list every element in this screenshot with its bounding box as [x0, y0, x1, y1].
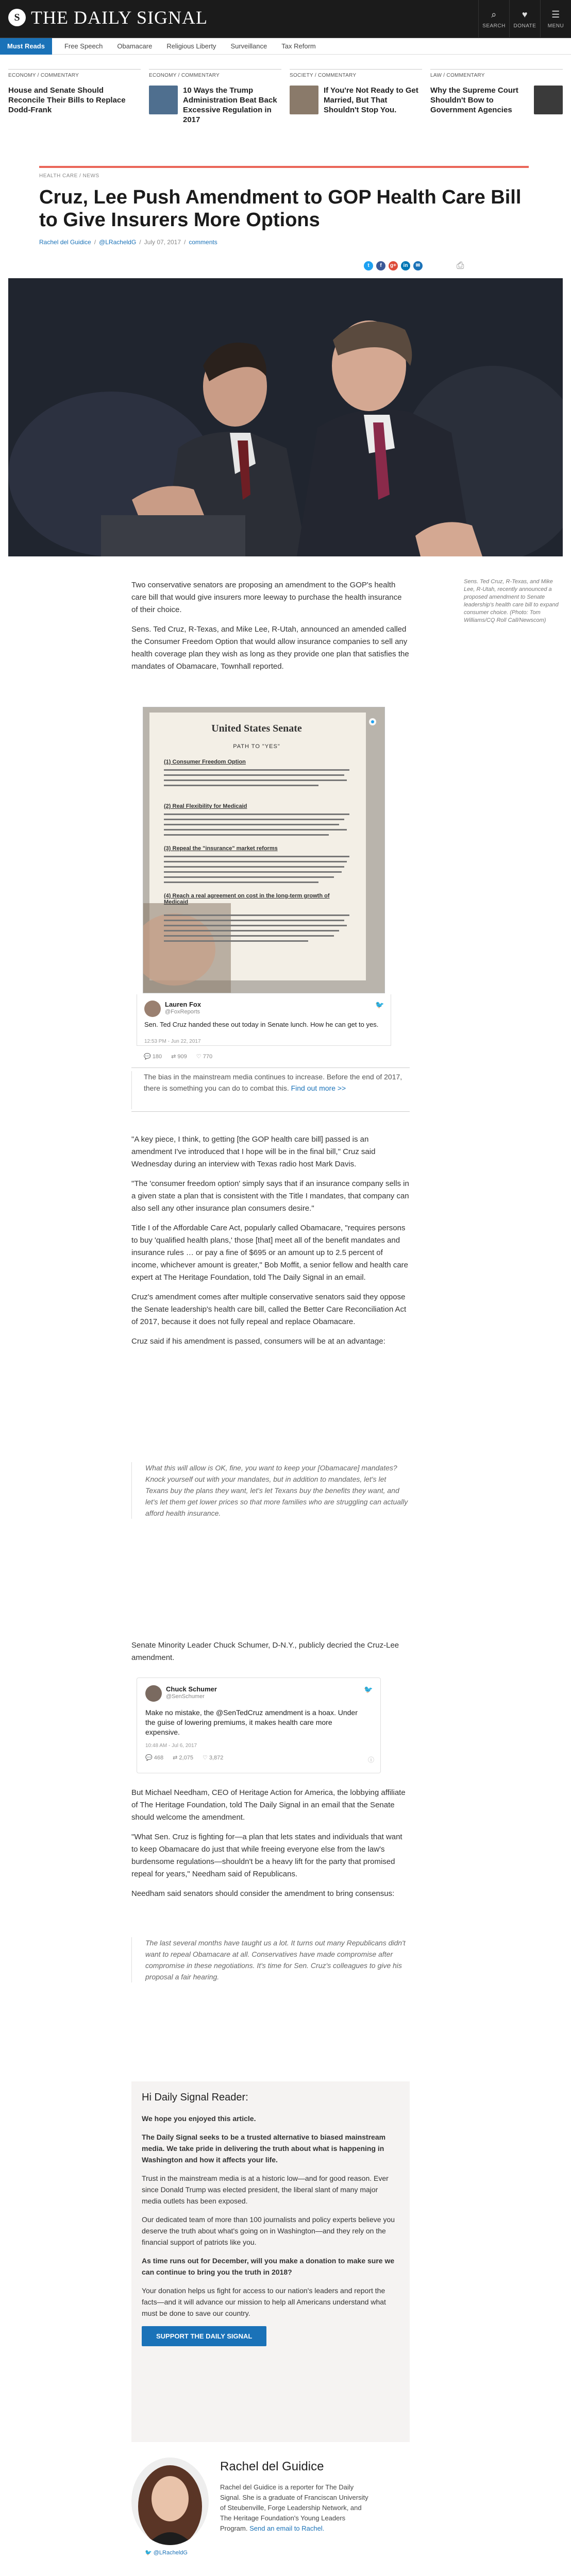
tweet-embedded-photo[interactable]: [143, 707, 385, 993]
search-label: SEARCH: [482, 23, 506, 29]
promo-thumbnail[interactable]: [149, 86, 178, 114]
tweet-text: Make no mistake, the @SenTedCruz amendment is a hoax. Under the guise of lowering premiums, it makes health care more expensive.: [145, 1708, 358, 1736]
article-kicker[interactable]: HEALTH CARE / NEWS: [39, 173, 99, 179]
promo-card[interactable]: [8, 69, 141, 136]
tweet-author-name[interactable]: Lauren Fox: [165, 1001, 201, 1008]
author-name[interactable]: Rachel del Guidice: [220, 2460, 324, 2473]
promo-category: ECONOMY / COMMENTARY: [149, 73, 220, 78]
linkedin-share-icon[interactable]: in: [401, 261, 410, 270]
reply-count: 180: [152, 1054, 162, 1060]
blockquote-needham: [131, 1937, 410, 1982]
paragraph: Sens. Ted Cruz, R-Texas, and Mike Lee, R-Utah, announced an amended called the Consumer Freedom Option that would allow insurance companies to sell any health coverage plan they wish as long as they provide one plan that satisfies the mandates of Obamacare, Townhall reported.: [131, 625, 409, 671]
twitter-bird-icon: 🐦: [145, 2550, 152, 2556]
callout-link[interactable]: Find out more >>: [291, 1084, 346, 1092]
author-bio-body: Rachel del Guidice is a reporter for The Daily Signal. She is a graduate of Franciscan University of Steubenville, Forge Leadership Network, and The Heritage Foundation's Young Leaders Program.: [220, 2483, 368, 2532]
article-body-intro: [131, 579, 410, 680]
logo-badge: S: [8, 9, 26, 26]
promo-title[interactable]: If You're Not Ready to Get Married, But That Shouldn't Stop You.: [324, 86, 418, 114]
paragraph: "The 'consumer freedom option' simply says that if an insurance company sells in a given state a plan that is consistent with the Title I mandates, that company can also sell any other insurance plan consumers desire.": [131, 1179, 409, 1213]
hero-photo-illustration: [8, 278, 563, 556]
search-icon: ⌕: [491, 9, 497, 20]
nav-obamacare[interactable]: Obamacare: [117, 42, 153, 50]
promo-category: SOCIETY / COMMENTARY: [290, 73, 357, 78]
facebook-share-icon[interactable]: f: [376, 261, 385, 270]
promo-callout: [131, 1067, 410, 1112]
hamburger-icon: ☰: [551, 9, 560, 20]
header-rule: [39, 166, 529, 168]
byline: [39, 239, 534, 246]
email-share-icon[interactable]: ✉: [413, 261, 423, 270]
promo-title[interactable]: Why the Supreme Court Shouldn't Bow to Government Agencies: [430, 86, 518, 114]
like-action[interactable]: [196, 1053, 212, 1060]
retweet-count: 2,075: [179, 1755, 193, 1761]
tweet-author-handle[interactable]: @FoxReports: [165, 1009, 200, 1015]
hero-caption: Sens. Ted Cruz, R-Texas, and Mike Lee, R-Utah, recently announced a proposed amendment to Senate leadership's health care bill to expand consumer choice. (Photo: Tom Williams/CQ Roll Call/Newscom): [464, 579, 559, 623]
callout-text: The bias in the mainstream media continues to increase. Before the end of 2017, there is something you can do to combat this.: [144, 1073, 402, 1092]
senate-doc-subheader: PATH TO "YES": [233, 743, 280, 750]
avatar[interactable]: [145, 1685, 162, 1702]
tweet-time[interactable]: 12:53 PM - Jun 22, 2017: [144, 1039, 201, 1044]
promo-thumbnail[interactable]: [290, 86, 318, 114]
article-body-needham: [131, 1787, 410, 1907]
donate-button[interactable]: [509, 0, 540, 38]
retweet-action[interactable]: [171, 1053, 187, 1060]
like-count: 770: [203, 1054, 213, 1060]
heart-icon: ♡: [202, 1755, 208, 1761]
article-title: Cruz, Lee Push Amendment to GOP Health Care Bill to Give Insurers More Options: [39, 187, 522, 231]
nav-religious-liberty[interactable]: Religious Liberty: [166, 42, 216, 50]
author-handle-link[interactable]: @LRacheldG: [99, 239, 137, 246]
author-photo[interactable]: [131, 2458, 209, 2545]
appeal-paragraph: The Daily Signal seeks to be a trusted alternative to biased mainstream media. We take pride in delivering the truth about what is happening in Washington and how it affects your life.: [142, 2133, 386, 2164]
twitter-share-icon[interactable]: t: [364, 261, 373, 270]
nav-surveillance[interactable]: Surveillance: [230, 42, 267, 50]
paragraph: Cruz's amendment comes after multiple conservative senators said they oppose the Senate leadership's health care bill, called the Better Care Reconciliation Act of 2017, because it does not fully repeal and replace Obamacare.: [131, 1293, 407, 1326]
reply-action[interactable]: [145, 1754, 163, 1761]
tweet-card[interactable]: [137, 1677, 381, 1773]
brand-name: THE DAILY SIGNAL: [31, 7, 208, 28]
nav-must-reads[interactable]: Must Reads: [0, 38, 52, 55]
promo-title[interactable]: 10 Ways the Trump Administration Beat Back Excessive Regulation in 2017: [183, 86, 277, 124]
appeal-paragraph: As time runs out for December, will you make a donation to make sure we can continue to bring you the truth in 2018?: [142, 2257, 395, 2276]
promo-card[interactable]: [430, 69, 563, 136]
support-button[interactable]: SUPPORT THE DAILY SIGNAL: [142, 2326, 266, 2346]
quote-text: What this will allow is OK, fine, you want to keep your [Obamacare] mandates? Knock yourself out with your mandates, but in addition to mandates, let's let Texans buy the plans they want, let's let Texans buy the benefits they want, and let's let them get lower prices so that more families who are struggling can actually afford health insurance.: [131, 1462, 410, 1519]
nav-free-speech[interactable]: Free Speech: [64, 42, 103, 50]
author-bio: [131, 2458, 410, 2561]
senate-doc-item: (2) Real Flexibility for Medicaid: [164, 803, 247, 809]
twitter-bird-icon[interactable]: 🐦: [375, 1001, 384, 1009]
tweet-time[interactable]: 10:48 AM - Jul 6, 2017: [145, 1743, 197, 1749]
heart-icon: ♡: [196, 1054, 201, 1060]
appeal-paragraph: We hope you enjoyed this article.: [142, 2114, 256, 2123]
author-email-link[interactable]: Send an email to Rachel.: [249, 2524, 325, 2532]
like-count: 3,872: [209, 1755, 224, 1761]
twitter-bird-icon[interactable]: 🐦: [364, 1685, 373, 1693]
print-icon[interactable]: ⎙: [457, 260, 464, 270]
tweet-actions: [145, 1754, 223, 1761]
author-handle-text: @LRacheldG: [153, 2550, 188, 2556]
promo-card[interactable]: [149, 69, 281, 136]
promo-card[interactable]: [290, 69, 422, 136]
appeal-paragraph: Your donation helps us fight for access to our nation's leaders and report the facts—and it will advance our mission to help all Americans understand what must be done to save our country.: [142, 2286, 386, 2317]
paragraph: Title I of the Affordable Care Act, popularly called Obamacare, "requires persons to buy 'qualified health plans,' those [that] meet all of the benefit mandates and insurance rules … or pay a fine of $695 or an amount up to 2.5 percent of income, whichever amount is greater," Bob Moffit, a senior fellow and health care expert at The Heritage Foundation, told The Daily Signal in an email.: [131, 1224, 408, 1282]
tweet-text: Sen. Ted Cruz handed these out today in Senate lunch. How he can get to yes.: [144, 1021, 379, 1028]
tweet-card[interactable]: [137, 994, 391, 1046]
menu-button[interactable]: [540, 0, 571, 38]
reply-count: 468: [154, 1755, 164, 1761]
retweet-icon: ⇄: [171, 1054, 176, 1060]
reply-icon: 💬: [144, 1054, 151, 1060]
reply-icon: 💬: [145, 1755, 153, 1761]
senate-doc-item: (1) Consumer Freedom Option: [164, 759, 246, 765]
paragraph: But Michael Needham, CEO of Heritage Action for America, the lobbying affiliate of The Heritage Foundation, told The Daily Signal in an email that the Senate should welcome the amendment.: [131, 1788, 406, 1822]
like-action[interactable]: [203, 1754, 223, 1761]
retweet-action[interactable]: [173, 1754, 193, 1761]
author-link[interactable]: Rachel del Guidice: [39, 239, 91, 246]
retweet-icon: ⇄: [173, 1755, 178, 1761]
article-body-schumer: [131, 1639, 410, 1671]
blockquote-cruz: [131, 1462, 410, 1519]
tweet-author-handle[interactable]: @SenSchumer: [166, 1693, 205, 1700]
paragraph: "A key piece, I think, to getting [the GOP health care bill] passed is an amendment I've introduced that I hope will be in the final bill," Cruz said Wednesday during an interview with Texas radio host Mark Davis.: [131, 1135, 376, 1168]
byline-separator: /: [94, 239, 96, 246]
retweet-count: 909: [177, 1054, 187, 1060]
share-bar: [364, 260, 464, 271]
hero-photo: [8, 278, 563, 556]
article-header: [39, 166, 534, 246]
info-icon[interactable]: ⓘ: [368, 1756, 375, 1764]
promo-title[interactable]: House and Senate Should Reconcile Their Bills to Replace Dodd-Frank: [8, 86, 126, 114]
search-button[interactable]: [478, 0, 509, 38]
donation-appeal: [131, 2081, 410, 2442]
article-body: [131, 1133, 410, 1355]
google-plus-share-icon[interactable]: g+: [389, 261, 398, 270]
tweet-author-name[interactable]: Chuck Schumer: [166, 1685, 217, 1693]
paragraph: Two conservative senators are proposing an amendment to the GOP's health care bill that would give insurers more leeway to purchase the health insurance of their choice.: [131, 581, 402, 614]
appeal-paragraph: Our dedicated team of more than 100 journalists and policy experts believe you deserve the truth about what's going on in Washington—and they rely on the financial support of patriots like you.: [142, 2215, 395, 2246]
paragraph: Senate Minority Leader Chuck Schumer, D-N.Y., publicly decried the Cruz-Lee amendment.: [131, 1641, 399, 1662]
senate-doc-item: (3) Repeal the "insurance" market reforms: [164, 845, 278, 852]
avatar[interactable]: [144, 1001, 161, 1017]
tweet-actions: [144, 1053, 212, 1060]
top-bar: [0, 0, 571, 38]
comments-link[interactable]: comments: [189, 239, 217, 246]
paragraph: "What Sen. Cruz is fighting for—a plan that lets states and individuals that want to keep Obamacare do just that while freeing everyone else from the law's burdensome regulations—shouldn't be a heavy lift for the party that promised repeal for years," Needham said of Republicans.: [131, 1833, 402, 1878]
nav-tax-reform[interactable]: Tax Reform: [281, 42, 316, 50]
author-portrait: [131, 2458, 209, 2545]
appeal-title: Hi Daily Signal Reader:: [142, 2092, 248, 2103]
author-twitter-handle[interactable]: [145, 2549, 188, 2556]
quote-text: The last several months have taught us a lot. It turns out many Republicans didn't want to repeal Obamacare at all. Conservatives have made compromise after compromise in these negotiations. It's time for Sen. Cruz's colleagues to give his proposal a fair hearing.: [131, 1937, 410, 1982]
donate-label: DONATE: [513, 23, 536, 29]
senate-doc-header: United States Senate: [211, 723, 302, 734]
byline-separator: /: [139, 239, 141, 246]
promo-category: ECONOMY / COMMENTARY: [8, 73, 79, 78]
menu-label: MENU: [547, 23, 564, 29]
promo-category: LAW / COMMENTARY: [430, 73, 485, 78]
promo-strip: [8, 69, 563, 136]
author-bio-text: [220, 2482, 370, 2534]
heart-icon: ♥: [522, 9, 528, 20]
appeal-paragraph: Trust in the mainstream media is at a historic low—and for good reason. Ever since Donald Trump was elected president, the liberal slant of many major media outlets has been exposed.: [142, 2174, 389, 2205]
senate-doc-item: (4) Reach a real agreement on cost in the long-term growth of Medicaid: [164, 893, 330, 905]
article-date: July 07, 2017: [144, 239, 181, 246]
paragraph: Cruz said if his amendment is passed, consumers will be at an advantage:: [131, 1337, 385, 1346]
paragraph: Needham said senators should consider the amendment to bring consensus:: [131, 1889, 395, 1898]
byline-separator: /: [184, 239, 186, 246]
site-logo[interactable]: [8, 8, 208, 27]
topic-nav: [0, 38, 571, 55]
promo-thumbnail[interactable]: [534, 86, 563, 114]
reply-action[interactable]: [144, 1053, 162, 1060]
